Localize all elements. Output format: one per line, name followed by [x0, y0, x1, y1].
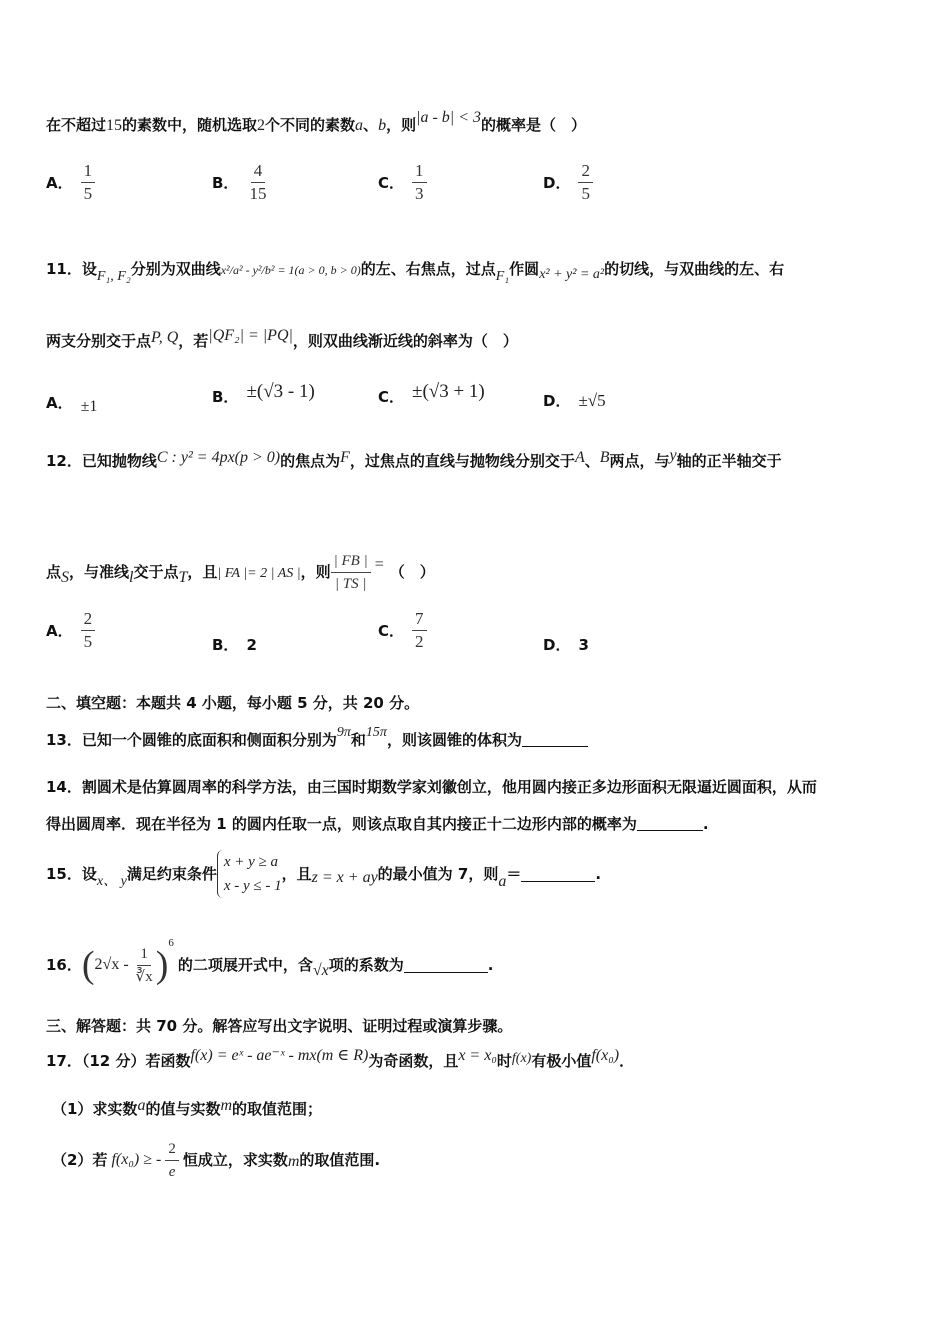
- math-abs-condition: |a - b| < 3: [416, 109, 481, 126]
- math-fx: f(x): [511, 1051, 532, 1066]
- q15-text: 满足约束条件: [126, 865, 217, 883]
- numerator: 1: [412, 160, 427, 183]
- q11-stem-line2: [46, 327, 910, 353]
- math-circle: x² + y² = a²: [539, 267, 605, 282]
- math-15pi: 15π: [365, 725, 387, 740]
- denominator: 5: [83, 184, 93, 203]
- q12-text: ，过焦点的直线与抛物线分别交于: [349, 452, 575, 470]
- math-s: S: [61, 569, 70, 586]
- math-x0: x = x₀: [458, 1047, 497, 1064]
- q12-option-d[interactable]: [543, 634, 589, 655]
- math-b: b: [378, 117, 387, 134]
- q17-text: （2）若: [52, 1151, 108, 1169]
- option-value: ±1: [80, 397, 98, 415]
- option-fraction: [412, 160, 427, 205]
- q10-stem: [46, 109, 910, 137]
- q16-text: 项的系数为: [328, 956, 404, 974]
- q12-text: 点: [46, 563, 62, 581]
- numerator: 7: [412, 608, 427, 631]
- q17-stem: [46, 1047, 910, 1074]
- option-label: A．: [46, 174, 73, 192]
- option-value: ±√5: [578, 390, 606, 410]
- q15-text: .: [595, 865, 602, 883]
- q10-option-c[interactable]: [378, 160, 427, 205]
- q12-text: （ ）: [389, 563, 435, 581]
- q11-text: 作圆: [509, 260, 540, 278]
- section-title: 三、解答题：共 70 分。解答应写出文字说明、证明过程或演算步骤。: [46, 1017, 513, 1035]
- q10-text: 在不超过: [46, 116, 107, 134]
- q13-text: ，则该圆锥的体积为: [386, 731, 522, 749]
- math-sqrtx: √x: [312, 962, 329, 979]
- q12-number: 12．已知抛物线: [46, 452, 157, 470]
- option-value: 3: [578, 635, 589, 654]
- option-fraction: [81, 160, 96, 205]
- math-f1: F₁: [495, 269, 510, 284]
- q11-stem-line1: [46, 258, 910, 282]
- q11-text: 的左、右焦点，过点: [360, 260, 496, 278]
- q12-option-a[interactable]: [46, 608, 95, 653]
- math-9pi: 9π: [336, 725, 351, 740]
- q11-option-c[interactable]: [378, 381, 485, 407]
- math-inequality: f(x₀) ≥ -: [111, 1151, 162, 1168]
- option-label: A．: [46, 394, 73, 412]
- numerator: | FB |: [331, 550, 371, 573]
- q11-option-d[interactable]: [543, 390, 606, 411]
- option-value: ±(√3 - 1): [246, 381, 315, 402]
- q11-option-a[interactable]: [46, 392, 97, 413]
- q13-text: 13．已知一个圆锥的底面积和侧面积分别为: [46, 731, 337, 749]
- q10-text: ，则: [386, 116, 417, 134]
- math-a-point: A: [574, 449, 585, 466]
- section-title: 二、填空题：本题共 4 小题，每小题 5 分，共 20 分。: [46, 694, 420, 712]
- q17-text: 恒成立，求实数: [182, 1151, 288, 1169]
- q16-text: 的二项展开式中，含: [177, 956, 313, 974]
- q17-text: 为奇函数，且: [368, 1052, 459, 1070]
- math-function: f(x) = eˣ - ae⁻ˣ - mx(m ∈ R): [190, 1047, 369, 1064]
- numerator: 1: [81, 160, 96, 183]
- section-3-heading: [46, 1015, 910, 1037]
- math-fraction: [165, 1138, 179, 1183]
- option-value: ±(√3 + 1): [412, 381, 485, 402]
- math-a: a: [498, 873, 507, 890]
- q15-text: ，且: [281, 865, 312, 883]
- option-label: B．: [212, 636, 239, 654]
- q12-text: ，则: [300, 563, 331, 581]
- q14-text: 得出圆周率．现在半径为 1 的圆内任取一点，则该点取自其内接正十二边形内部的概率为: [46, 815, 637, 833]
- q15-text: ＝: [506, 865, 522, 883]
- math-parabola: C : y² = 4px(p > 0): [156, 449, 281, 466]
- math-xy: x、 y: [96, 874, 127, 889]
- q13-text: 和: [350, 731, 366, 749]
- q17-text: 的值与实数: [145, 1100, 221, 1118]
- q12-option-c[interactable]: [378, 608, 427, 653]
- q10-option-b[interactable]: [212, 160, 269, 205]
- constraint-2: x - y ≤ - 1: [223, 878, 282, 894]
- denominator: 3: [415, 184, 424, 203]
- option-fraction: [246, 160, 269, 205]
- math-ratio: [331, 550, 371, 595]
- option-label: A．: [46, 622, 73, 640]
- denominator: 2: [415, 632, 424, 651]
- q12-text: ，与准线: [69, 563, 130, 581]
- denominator: 5: [581, 184, 590, 203]
- math-t: T: [178, 569, 188, 586]
- math-fraction: [133, 943, 156, 988]
- option-fraction: [81, 608, 96, 653]
- q17-text: 的取值范围.: [299, 1151, 381, 1169]
- q14-stem-line2: [46, 813, 910, 835]
- q15-text: 15．设: [46, 865, 97, 883]
- q17-text: 时: [496, 1052, 512, 1070]
- q17-text: ．: [619, 1052, 635, 1070]
- math-m: m: [220, 1097, 233, 1114]
- denominator: 5: [83, 632, 93, 651]
- math-f: F: [340, 449, 350, 466]
- math-foci: F₁, F₂: [96, 269, 131, 284]
- q17-text: 的取值范围；: [232, 1100, 323, 1118]
- option-value: 2: [246, 635, 257, 654]
- q14-stem-line1: [46, 776, 910, 798]
- q17-text: 有极小值: [531, 1052, 592, 1070]
- q11-text: ，若: [178, 332, 209, 350]
- math-y: y: [669, 447, 677, 464]
- q12-stem-line1: [46, 447, 910, 473]
- q17-part-2: [52, 1138, 910, 1182]
- math-2sqrtx: 2√x -: [94, 956, 129, 973]
- q16-number: 16．: [46, 956, 82, 974]
- q12-text: 两点，与: [609, 452, 670, 470]
- q16-stem: [46, 934, 910, 996]
- q10-option-a[interactable]: [46, 160, 95, 205]
- math-15: 15: [106, 117, 123, 134]
- q11-option-b[interactable]: [212, 381, 315, 407]
- math-a: a: [137, 1097, 146, 1114]
- numerator: 2: [165, 1138, 179, 1161]
- option-label: B．: [212, 174, 239, 192]
- numerator: 4: [251, 160, 266, 183]
- q17-text: 17．（12 分）若函数: [46, 1052, 191, 1070]
- answer-blank[interactable]: [404, 958, 488, 973]
- answer-blank[interactable]: [522, 732, 588, 747]
- q17-text: （1）求实数: [52, 1100, 138, 1118]
- q10-option-d[interactable]: [543, 160, 593, 205]
- math-a: a: [355, 117, 364, 134]
- numerator: 1: [137, 943, 151, 966]
- math-2: 2: [257, 117, 266, 134]
- option-fraction: [412, 608, 427, 653]
- math-b-point: B: [599, 449, 610, 466]
- math-hyperbola: x²/a² - y²/b² = 1(a > 0, b > 0): [220, 263, 361, 277]
- option-label: B．: [212, 387, 239, 406]
- q12-text: 的焦点为: [280, 452, 341, 470]
- math-condition: |QF₂| = |PQ|: [208, 327, 293, 344]
- numerator: 2: [578, 160, 593, 183]
- constraint-system: [217, 850, 282, 898]
- option-fraction: [578, 160, 593, 205]
- math-pq: P, Q: [151, 329, 179, 346]
- denominator: | TS |: [334, 576, 367, 592]
- q13-stem: [46, 725, 910, 753]
- numerator: 2: [81, 608, 96, 631]
- q14-text: 14．割圆术是估算圆周率的科学方法，由三国时期数学家刘徽创立，他用圆内接正多边形面积无限逼近圆面积，从而: [46, 778, 817, 796]
- q10-text: 的素数中，随机选取: [122, 116, 258, 134]
- denominator: 15: [249, 184, 267, 203]
- answer-blank[interactable]: [637, 816, 703, 831]
- constraint-1: x + y ≥ a: [223, 854, 278, 870]
- option-label: D．: [543, 174, 571, 192]
- q12-text: 交于点: [133, 563, 179, 581]
- q10-text: 、: [363, 116, 379, 134]
- math-l: l: [129, 569, 134, 586]
- q11-text: 分别为双曲线: [130, 260, 221, 278]
- q11-text: 两支分别交于点: [46, 332, 152, 350]
- q15-stem: [46, 846, 910, 902]
- q16-text: .: [487, 956, 494, 974]
- q12-stem-line2: [46, 550, 910, 595]
- math-fx0: f(x₀): [591, 1047, 620, 1064]
- q12-text: ，且: [187, 563, 218, 581]
- q11-number: 11．设: [46, 260, 97, 278]
- option-label: C．: [378, 387, 405, 406]
- denominator: ∛x: [135, 968, 153, 985]
- option-label: C．: [378, 622, 405, 640]
- q14-text: .: [702, 815, 709, 833]
- q12-option-b[interactable]: [212, 634, 257, 655]
- q12-text: 、: [584, 452, 600, 470]
- section-2-heading: [46, 692, 910, 714]
- q10-text: 的概率是（ ）: [481, 116, 587, 134]
- answer-blank[interactable]: [521, 867, 595, 882]
- q12-text: 轴的正半轴交于: [676, 452, 782, 470]
- q10-text: 个不同的素数: [265, 116, 356, 134]
- q17-part-1: [52, 1098, 910, 1121]
- left-paren: (: [81, 944, 95, 986]
- math-condition: | FA |= 2 | AS |: [217, 566, 301, 581]
- math-m: m: [287, 1153, 300, 1170]
- option-label: C．: [378, 174, 405, 192]
- math-objective: z = x + ay: [311, 869, 378, 886]
- q11-text: 的切线，与双曲线的左、右: [604, 260, 785, 278]
- option-label: D．: [543, 392, 571, 410]
- q11-text: ，则双曲线渐近线的斜率为（ ）: [292, 332, 518, 350]
- q15-text: 的最小值为 7，则: [377, 865, 499, 883]
- option-label: D．: [543, 636, 571, 654]
- denominator: e: [168, 1163, 176, 1180]
- math-exponent: 6: [168, 937, 174, 949]
- right-paren: ): [155, 944, 169, 986]
- math-equals: =: [374, 556, 384, 573]
